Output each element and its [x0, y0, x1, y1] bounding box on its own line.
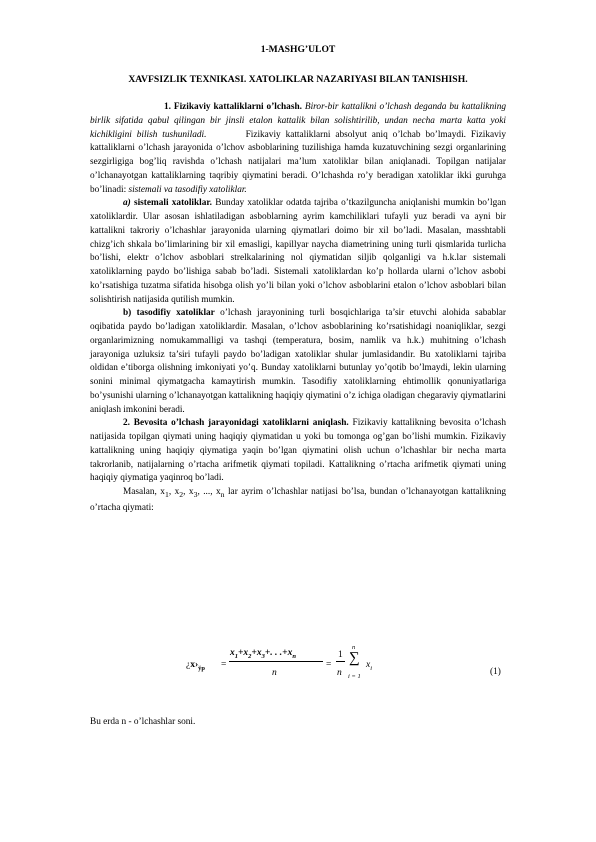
fraction-bar	[336, 661, 345, 662]
paragraph-systematic	[90, 197, 506, 307]
equals-sign: =	[221, 660, 227, 670]
formula-subscript: n	[292, 652, 296, 660]
random-text: o’lchash jarayonining turli bosqichlariga ta’sir etuvchi alohida sabablar oqibatida paydo bo’ladigan xatoliklardir. Masalan, o’lchov asboblarining ko’rsatishidagi noaniqliklar, sezgi organlarimizning nomukammalligi va tashqi (temperatura, bosim, namlik va h.k.) muhitning o’lchash jarayoniga uzluksiz ta’siri tufayli paydo bo’ladigan xatoliklar shular jumlasidandir. Bu xatoliklarni tajriba oldidan e’tiborga olishning imkoniyati yo’q. Bunday xatoliklarni butunlay yo’qotib bo’lmaydi, lekin ularning sonini minimal qiymatgacha kamaytirish mumkin. Tasodifiy xatoliklarning ehtimollik qonuniyatlariga bo’ysunishi ularning o’lchanayotgan kattalikning haqiqiy qiymatini o’z ichiga oladigan chegaraviy qiymatlarini aniqlash imkonini beradi.	[90, 308, 507, 415]
formula-term	[366, 659, 372, 676]
formula-symbol: +	[238, 648, 244, 658]
heading-systematic: sistemali xatoliklar.	[133, 198, 212, 209]
formula-denominator: n	[272, 668, 277, 678]
heading-random: b) tasodifiy xatoliklar	[123, 308, 215, 319]
subscript: 1	[164, 489, 169, 499]
formula-symbol: . . .	[270, 648, 283, 658]
paragraph-example	[90, 486, 506, 515]
formula-numerator: 1	[338, 650, 343, 660]
subscript: 3	[193, 489, 198, 499]
formula-symbol: ¿	[186, 660, 191, 670]
formula-symbol: x	[256, 648, 262, 658]
fraction-bar	[229, 661, 323, 662]
sum-sign: ∑	[349, 650, 360, 666]
systematic-text: Bunday xatoliklar odatda tajriba o’tkazilguncha aniqlanishi mumkin bo’lgan xatoliklardir. Ular asosan ishlatiladigan asboblarning ayrim kamchiliklari tufayli yuz beradi va ayni bir kattalikni takroriy o’lchashlar jarayonida ularning qiymatlari doimo bir xil bo’ladi. Masalan, masshtabli chizg’ich shkala bo’limlarining bir xil emasligi, kapillyar naycha diametrining uning turli qismlarida turlicha bo’lishi, elektr o’lchov asboblari strelkalarining nol qiymatidan siljib qolganligi va h.k.lar sistemali xatoliklarning paydo bo’lishiga sabab bo’ladi. Sistemali xatoliklardan ko’p hollarda ularni o’lchov asbobi ko’rsatishiga tuzatma sifatida hisobga olish yo’li bilan yoki o’lchov asboblarini etalon o’lchov asboblari bilan solishtirish natijasida qutilish mumkin.	[90, 198, 506, 305]
formula-subscript: ўр	[198, 664, 206, 672]
paragraph-direct	[90, 417, 506, 486]
example-text-part: Masalan, x	[123, 487, 165, 497]
formula-symbol: +	[282, 648, 288, 658]
example-text-part: , ..., x	[197, 487, 221, 497]
equals-sign: =	[326, 660, 332, 670]
sum-lower-limit: i = 1	[348, 673, 361, 680]
example-text-part: lar ayrim o’lchashlar natijasi bo’lsa, bundan o’lchanayotgan kattalikning o’rtacha qiymati:	[90, 487, 506, 513]
body-text	[90, 101, 506, 515]
example-text-part: , x	[183, 487, 194, 497]
formula-subscript: i	[370, 664, 373, 672]
paragraph-measurement	[90, 101, 506, 197]
sum-upper-limit: n	[352, 644, 356, 651]
formula-symbol: +	[251, 648, 257, 658]
formula-subscript: 1	[234, 652, 238, 660]
formula-symbol: x	[366, 660, 371, 670]
paragraph-random	[90, 307, 506, 417]
formula-symbol: x	[243, 648, 249, 658]
paragraph-text: Fizikaviy kattaliklarni absolyut aniq o’lchab bo’lmaydi. Fizikaviy kattaliklarni o’lchash jarayonida o’lchov asboblarining tuzilishiga hamda kuzatuvchining sezgi organlarining sezgirligiga bog’liq ravishda o’lchash natijalari ma’lum xatoliklar bilan aniqlanadi. Topilgan natijalar o’lchanayotgan kattaliklarning taqribiy qiymatini beradi. O’lchashda ro’y beradigan xatoliklar ikki guruhga bo’linadi:	[90, 129, 506, 195]
mean-formula	[186, 644, 401, 685]
definition-text: Biror-bir kattalikni o’lchash deganda bu kattalikning birlik sifatida qabul qilingan bir jinsli etalon kattalik bilan solishtirilib, undan necha marta katta yoki kichikligini bilish tushuniladi.	[90, 102, 506, 140]
direct-text: Fizikaviy kattalikning bevosita o’lchash natijasida topilgan qiymati uning haqiqiy qiymatidan u yoki bu tomonga og’gan bo’lishi mumkin. Fizikaviy kattalikning uning haqiqiy qiymatiga yaqin bo’lgan qiymatini olish uchun o’lchashlar bir necha marta takrorlanib, natijalarning o’rtacha arifmetik qiymati topiladi. Kattalikning o’rtacha arifmetik qiymati uning haqiqiy qiymatiga yaqinroq bo’ladi.	[90, 418, 507, 484]
subscript: n	[220, 489, 225, 499]
section-title: XAVFSIZLIK TEXNIKASI. XATOLIKLAR NAZARIYASI BILAN TANISHISH.	[128, 74, 468, 85]
heading-measurement: 1. Fizikaviy kattaliklarni o’lchash.	[164, 102, 302, 112]
formula-lhs	[186, 659, 205, 676]
formula-subscript: 3	[261, 652, 265, 660]
label-a: a)	[123, 198, 131, 209]
formula-denominator: n	[337, 668, 342, 678]
error-types-text: sistemali va tasodifiy xatoliklar.	[128, 184, 247, 195]
formula-symbol: x	[230, 648, 235, 658]
equation-number: (1)	[490, 667, 501, 677]
formula-symbol: x	[287, 648, 293, 658]
page-title: 1-MASHG’ULOT	[260, 44, 336, 55]
formula-symbol: ›	[194, 660, 199, 670]
formula-subscript: 2	[248, 652, 252, 660]
formula-symbol: x	[190, 660, 195, 670]
closing-text: Bu erda n - o’lchashlar soni.	[90, 717, 196, 727]
subscript: 2	[179, 489, 184, 499]
formula-symbol: +	[264, 648, 271, 658]
heading-direct: 2. Bevosita o’lchash jarayonidagi xatoliklarni aniqlash.	[123, 418, 349, 429]
example-text-part: , x	[168, 487, 180, 497]
